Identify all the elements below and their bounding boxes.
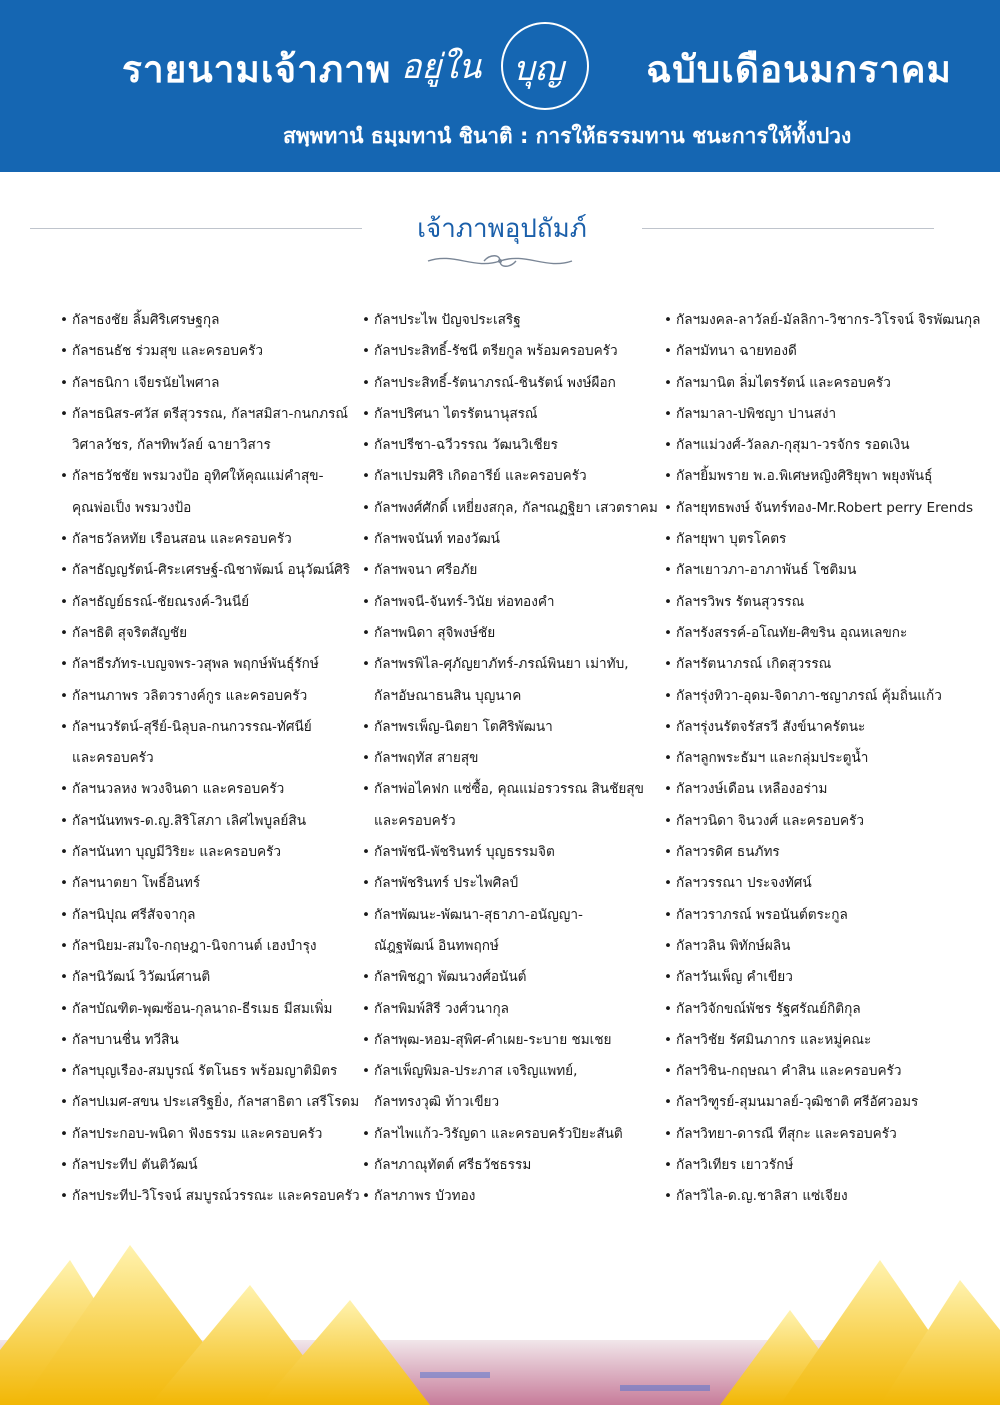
donor-entry: • กัลฯพรเพ็ญ-นิตยา โตศิริพัฒนา [362,712,680,743]
donor-entry: • กัลฯภาณุทัตต์ ศรีธวัชธรรม [362,1150,680,1181]
donor-entry: • กัลฯประสิทธิ์-รัตนาภรณ์-ชินรัตน์ พงษ์ผือก [362,368,680,399]
header-banner [0,0,1000,172]
donor-entry: • กัลฯรัตนาภรณ์ เกิดสุวรรณ [664,649,984,680]
donor-entry: • กัลฯนิยม-สมใจ-กฤษฎา-นิจกานต์ เฮงบำรุง [60,931,378,962]
donor-entry: • กัลฯธัญญรัตน์-ศิระเศรษฐ์-ณิชาพัฒน์ อนุวัฒน์ศิริ [60,555,378,586]
donor-entry: • กัลฯเพ็ญพิมล-ประภาส เจริญแพทย์, [362,1056,680,1087]
donor-entry: • กัลฯวลิน พิทักษ์ผลิน [664,931,984,962]
donor-entry: • กัลฯพจนา ศรีอภัย [362,555,680,586]
donor-entry: • กัลฯวรดิศ ธนภัทร [664,837,984,868]
donor-entry: • กัลฯรุ่งนรัตจรัสรวี สังข์นาครัตนะ [664,712,984,743]
donor-entry: • กัลฯแม่วงศ์-วัลลภ-กุสุมา-วรจักร รอดเงิน [664,430,984,461]
donor-entry: • กัลฯธนิสร-ศวัส ตรีสุวรรณ, กัลฯสมิสา-กนกภรณ์ [60,399,378,430]
donor-entry: • กัลฯวิทยา-ดารณี ทีสุกะ และครอบครัว [664,1119,984,1150]
divider-right [642,228,934,229]
donor-entry: • กัลฯวิเทียร เยาวรักษ์ [664,1150,984,1181]
donor-entry: • กัลฯมาลา-ปพิชญา ปานสง่า [664,399,984,430]
donor-entry-continuation: วิศาลวัชร, กัลฯทิพวัลย์ ฉายาวิสาร [72,437,271,454]
donor-entry: • กัลฯยุทธพงษ์ จันทร์ทอง-Mr.Robert perry Erends [664,493,984,524]
donor-entry: • กัลฯนิวัฒน์ วิวัฒน์ศานติ [60,962,378,993]
donor-entry: • กัลฯลูกพระธัมฯ และกลุ่มประตูน้ำ [664,743,984,774]
donor-entry: • กัลฯนันทา บุญมีวิริยะ และครอบครัว [60,837,378,868]
donor-column-3 [664,305,984,1213]
donor-entry-continuation: และครอบครัว [374,812,456,829]
donor-entry: • กัลฯพิมพ์สิรี วงศ์วนากุล [362,994,680,1025]
donor-entry: • กัลฯพิชฎา พัฒนวงศ์อนันต์ [362,962,680,993]
donor-entry: • กัลฯรวิพร รัตนสุวรรณ [664,587,984,618]
golden-pagoda-illustration [0,1190,1000,1405]
donor-entry-continuation: และครอบครัว [72,750,154,767]
donor-entry: • กัลฯประสิทธิ์-รัชนี ตรียกูล พร้อมครอบครัว [362,336,680,367]
donor-entry: • กัลฯประไพ ปัญจประเสริฐ [362,305,680,336]
donor-entry: • กัลฯวิชิน-กฤษณา คำสิน และครอบครัว [664,1056,984,1087]
donor-entry-continuation: กัลฯทรงวุฒิ ท้าวเขียว [374,1094,500,1111]
donor-entry: • กัลฯปเมศ-สขน ประเสริฐยิ่ง, กัลฯสาธิตา เสรีโรดม [60,1087,378,1118]
donor-entry: • กัลฯธัญย์ธรณ์-ชัยณรงค์-วินนีย์ [60,587,378,618]
donor-entry: • กัลฯนาตยา โพธิ์อินทร์ [60,868,378,899]
donor-entry: • กัลฯประทีป ตันติวัฒน์ [60,1150,378,1181]
donor-entry: • กัลฯวิชัย รัศมินภากร และหมู่คณะ [664,1025,984,1056]
donor-entry: • กัลฯธนธัช ร่วมสุข และครอบครัว [60,336,378,367]
donor-entry: • กัลฯนวรัตน์-สุรีย์-นิลุบล-กนกวรรณ-ทัศนีย์ [60,712,378,743]
logo-text-2: บุญ [513,49,564,89]
donor-entry: • กัลฯวิไล-ด.ญ.ชาลิสา แซ่เจียง [664,1181,984,1212]
donor-entry: • กัลฯนันทพร-ด.ญ.สิริโสภา เลิศไพบูลย์สิน [60,806,378,837]
donor-entry: • กัลฯพฤทัส สายสุข [362,743,680,774]
donor-entry: • กัลฯประทีป-วิโรจน์ สมบูรณ์วรรณะ และครอบครัว [60,1181,378,1212]
donor-entry: • กัลฯธวัชชัย พรมวงป้อ อุทิศให้คุณแม่คำสุข- [60,461,378,492]
donor-entry: • กัลฯบัณฑิต-พุฒซ้อน-กุลนาถ-ธีรเมธ มีสมเพิ่ม [60,994,378,1025]
donor-entry: • กัลฯธนิกา เจียรนัยไพศาล [60,368,378,399]
donor-entry: • กัลฯพนิดา สุจิพงษ์ชัย [362,618,680,649]
donor-entry: • กัลฯไพแก้ว-วิรัญดา และครอบครัวปิยะสันติ [362,1119,680,1150]
donor-entry: • กัลฯพัชนี-พัชรินทร์ บุญธรรมจิต [362,837,680,868]
donor-entry: • กัลฯพรพิไล-ศุภัญยาภัทร์-ภรณ์พินยา เม่าทับ, [362,649,680,680]
section-heading [0,200,1000,280]
section-title: เจ้าภาพอุปถัมภ์ [417,214,587,244]
donor-entry: • กัลฯพัฒนะ-พัฒนา-สุธาภา-อนัญญา- [362,900,680,931]
donor-entry: • กัลฯภาพร บัวทอง [362,1181,680,1212]
donor-entry: • กัลฯบุญเรือง-สมบูรณ์ รัตโนธร พร้อมญาติมิตร [60,1056,378,1087]
donor-entry: • กัลฯประกอบ-พนิดา ฟังธรรม และครอบครัว [60,1119,378,1150]
donor-entry: • กัลฯยุพา บุตรโคตร [664,524,984,555]
donor-entry: • กัลฯธีรภัทร-เบญจพร-วสุพล พฤกษ์พันธุ์รักษ์ [60,649,378,680]
donor-entry: • กัลฯนภาพร วลิตวรางค์กูร และครอบครัว [60,681,378,712]
donor-entry-continuation: กัลฯอัษณาธนสิน บุญนาค [374,687,522,704]
donor-column-1 [60,305,378,1213]
donor-column-2 [362,305,680,1213]
donor-entry: • กัลฯปริศนา ไตรรัตนานุสรณ์ [362,399,680,430]
donor-entry: • กัลฯนิปุณ ศรีสัจจากุล [60,900,378,931]
donor-entry: • กัลฯพุฒ-หอม-สุพิศ-คำเผย-ระบาย ชมเชย [362,1025,680,1056]
donor-entry: • กัลฯรังสรรค์-อโณทัย-ศิขริน อุณหเลขกะ [664,618,984,649]
header-title-right: ฉบับเดือนมกราคม [646,48,952,91]
donor-entry: • กัลฯวราภรณ์ พรอนันต์ตระกูล [664,900,984,931]
donor-entry: • กัลฯบานชื่น ทวีสิน [60,1025,378,1056]
donor-entry: • กัลฯวันเพ็ญ คำเขียว [664,962,984,993]
donor-entry: • กัลฯปรีชา-ฉวีวรรณ วัฒนวิเชียร [362,430,680,461]
donor-entry: • กัลฯพจนันท์ ทองวัฒน์ [362,524,680,555]
donor-entry: • กัลฯพจนี-จันทร์-วินัย ห่อทองคำ [362,587,680,618]
donor-entry: • กัลฯยิ้มพราย พ.อ.พิเศษหญิงศิริยุพา พยุงพันธุ์ [664,461,984,492]
donor-entry-continuation: คุณพ่อเป็ง พรมวงป้อ [72,499,192,516]
donor-entry: • กัลฯรุ่งทิวา-อุดม-จิดาภา-ชญาภรณ์ คุ้มถิ่นแก้ว [664,681,984,712]
donor-entry-continuation: ณัฎฐพัฒน์ อินทพฤกษ์ [374,937,499,954]
donor-entry: • กัลฯเปรมศิริ เกิดอารีย์ และครอบครัว [362,461,680,492]
donor-entry: • กัลฯพ่อไคฟก แซ่ซื้อ, คุณแม่อรวรรณ สินชัยสุข [362,774,680,805]
donor-entry: • กัลฯวิฑูรย์-สุมนมาลย์-วุฒิชาติ ศรีอัศวอมร [664,1087,984,1118]
header-subtitle: สพฺพทานํ ธมฺมทานํ ชินาติ : การให้ธรรมทาน ชนะการให้ทั้งปวง [283,124,852,148]
donor-entry: • กัลฯวรรณา ประจงทัศน์ [664,868,984,899]
donor-entry: • กัลฯมงคล-ลาวัลย์-มัลลิกา-วิชากร-วิโรจน์ จิรพัฒนกุล [664,305,984,336]
donor-entry: • กัลฯมานิต ลิ่มไตรรัตน์ และครอบครัว [664,368,984,399]
donor-entry: • กัลฯมัทนา ฉายทองดี [664,336,984,367]
donor-entry: • กัลฯนวลหง พวงจินดา และครอบครัว [60,774,378,805]
donor-entry: • กัลฯวิจักขณ์พัชร รัฐศรัณย์กิติกุล [664,994,984,1025]
donor-entry: • กัลฯธงชัย ลิ้มศิริเศรษฐกุล [60,305,378,336]
donor-entry: • กัลฯวนิดา จินวงศ์ และครอบครัว [664,806,984,837]
logo-text-1: อยู่ใน [401,47,482,87]
header-title-left: รายนามเจ้าภาพ [122,48,392,91]
divider-left [30,228,362,229]
donor-entry: • กัลฯเยาวภา-อาภาพันธ์ โชติมน [664,555,984,586]
donor-entry: • กัลฯธิติ สุจริตสัญชัย [60,618,378,649]
ayunaiboon-logo [395,20,625,112]
donor-entry: • กัลฯธวัลหทัย เรือนสอน และครอบครัว [60,524,378,555]
donor-entry: • กัลฯพงศ์ศักดิ์ เหยี่ยงสกุล, กัลฯณฏฐิยา เสวตราคม [362,493,680,524]
donor-entry: • กัลฯพัชรินทร์ ประไพศิลป์ [362,868,680,899]
ornament-flourish-icon [424,248,576,274]
donor-entry: • กัลฯวงษ์เดือน เหลืองอร่าม [664,774,984,805]
